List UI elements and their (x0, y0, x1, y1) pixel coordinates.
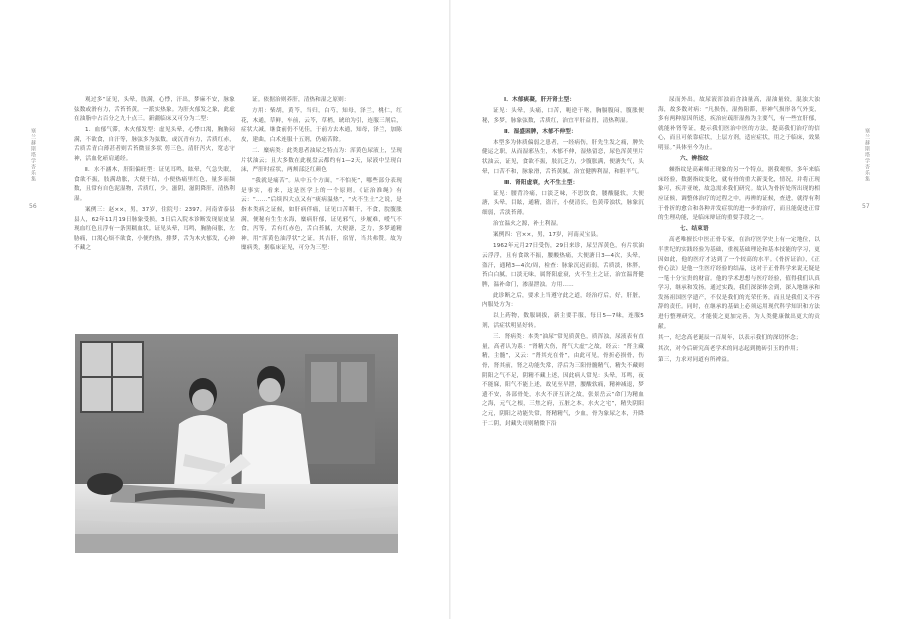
left-text-column-1 (74, 96, 235, 256)
paragraph: 其一，纪念高老诞辰一百周年，以表示我们的深切怀念； (658, 334, 802, 341)
section-heading: Ⅱ．湿盛困脾，木郁不伸型： (504, 128, 577, 135)
section-heading: Ⅲ．肾阳虚衰，火不生土型： (504, 179, 579, 186)
left-page-number: 56 (29, 203, 37, 210)
paragraph: 证见：头晕，头痛，口苦，呃逆干呕，胸膈腹闷，腹胀便秘，多梦，脉象弦数，舌质红，治宜平肝益胃，清热利湿。 (482, 108, 644, 124)
paragraph: 以上药物，数服调拔，新主要手服，每日5—7味，连服5剂，活症状明显好转。 (482, 313, 644, 330)
paragraph: 尿而外出。故尿液浑浊而含油量高，湿油量较，混浊大浊海，故多数对病：“凡损伤，湿热阻滞，形神气损形各气外变，多有两种原因所述，疾治应疏肝湿热为主要气，有一些宜肝郁，就能补肾等证，提示我们医治中医的方法，提高我们治疗的信心，而且可依靠症状，上层方剂，适应症状，用之于临床，效果明显。”具体至今为止。 (658, 97, 820, 151)
paragraph: 方用：柴胡，黄芩，当归，白芍，知母，泽兰，桃仁，红花，木通，草鲜，车前，云芩，草梢，琥珀为引，连服三剂后，症状大减，继食前仍不见佳，于前方去木通，知母，泽兰，加陈皮，建曲，白术连服十五剂，仍痛苦除。 (241, 108, 402, 143)
paragraph: 三．肾病类：本类“油尿”常见质黄色，质浑浊，尿液表有直量，高者认为系：“肾精大伤，肾气大虚”之故，经云：“肾主藏精，主髓”，又云：“肾其充在骨”，由此可见，骨折必损骨，伤骨，肾其前，肾之功能失常，浮后为三阳骨髓精气，精失不藏则阴阳之气不足，阴精不藏上述，因此病人常见：头晕，耳鸣，夜不能寐，阳气不能上述，故见至早泄，腰酸软痛，精神减退，梦遗不安，各部骨处，水火不济互济之故，张景岳云“命门为精血之海，元气之根，三焦之府，五脏之本，水火之宅”，精失阴阳之元，阴阳之功能失常，肾精精气，少血，骨为象尿之本，升降于二阴，封藏失司则精微下沿 (482, 334, 644, 427)
paragraph: 第三，力求对同道有所裨益。 (658, 356, 733, 363)
right-text-column-2 (658, 96, 820, 367)
right-text-column-1 (482, 96, 644, 431)
photo-scene-icon (75, 334, 398, 553)
paragraph: 治宜温火之源，补土利湿。 (493, 221, 562, 228)
paragraph: 1962年元月27日受伤，29日来诊，尿呈浑黄色，有片状油云浮浮，且有食欲不振，腰酸热痛，大便溏日3—4次，头晕，盗汗，通精3—4次/周，检查：脉象沉迟而弱，舌质淡，体胖，苔白白腻，口淡无味，属肾阳虚衰，火不生土之证，治宜温肾健脾，温补命门，渗湿泄浊。方用…… (482, 243, 644, 288)
right-page-number: 57 (862, 203, 870, 210)
paragraph: 1．血郁气滞，木火郁发型：虚见头晕，心悸口渴，胸胁闷满，不欲食，自汗等，脉弦多为弦数，或沉青有力，舌质红赤，舌质舌青白薄甚者则舌苔微显多状 剪三色，清肝泻火，宽志守神，活血化瘀肩通经。 (74, 127, 235, 163)
paragraph: “我就是痛苦”。从中五个方面，“不怕死”，哪些部分表现是事实，看来，这是医学上的一个原则。《证治准绳》有云：“……”后续四大点又有“痰病温热”，“火不生土”之说，是指本类病之证候，如肝病伴痛，证见口苦咽干，不食，脘腹胀满，便秘有生生水海，糜病肝郁，证见邪气，步履难，嗳气不食，泻等，舌有红赤色，舌白苔腻，大便溏，乏力，多梦通精神，用“浑黄色油浮状”之证，其吉肝，宿胃，当共弗赞。故为糜病类，据临床证见，可分为三型： (241, 178, 402, 252)
paragraph: 此诊断之后，要求上当遵守此之道，经治疗后，好，肝脏，内服处方为： (482, 292, 644, 309)
section-heading: 七、结束语 (680, 226, 709, 233)
paragraph: 本型多为体质偏弱之患者，一经病伤，肝先生发之痛，脾失健运之职，从而湿邪丛生，木郁不伸，湿热留恋，尿色浑黄里片状油云，证见，食欲不振，肢沉乏力，少腹胀满，便溏失气，头晕，口苦不和，脉象滑，舌苔黄腻，治宜健脾利湿，和胆平气。 (482, 139, 644, 175)
left-text-column-2 (241, 96, 402, 256)
paragraph: 证见：腰背冷痛，口淡乏味，不思饮食，腰酸腿软，大便溏，头晕，目眩，通精，盗汗，小便清长，色黄带浊状，脉象沉细弱，舌淡苔薄。 (482, 190, 644, 217)
paragraph: 观过多“证见，头晕，肢满，心悸，汗出，梦麻不安，脉象弦数或滑有力，舌苔苔黄。一派实热象。为肝火郁发之象，此虚在油脂中占百分之九十点三。新疆临床又可分为二型： (74, 97, 235, 123)
paragraph: 二．糜病类：此类患者油尿之特点为：浑黄色尿液上，呈现片状油云；且大多数在此视盘云都约有1—2天，尿液中呈现白沫，严肝时症状，两颊部泛红颜色 (241, 147, 402, 174)
paragraph: 棘指纹是高素师正现象的另一个特点，据我观察，多年来临床经验，数据指纹变化，就有骨的重大新变化，情况，并将正现象可，疾并亚统，故急需求我们研究。故认为骨折处所出现的相应证候，调整体治疗的过程之中，再辨的证候，查进，就得有利于骨折的愈合和各种并发症状的进一步的治疗，而且能促进正常的生理功能，是临床辩证的重要手段之一。 (658, 167, 820, 222)
right-running-head: 塞兰赫斯塔学杏乐集 (864, 128, 870, 182)
section-heading: 六、辨指纹 (680, 156, 709, 163)
section-heading: Ⅰ．木郁痰凝，肝开肾土型： (504, 97, 576, 103)
left-running-head: 塞兰赫斯塔学杏乐集 (30, 128, 36, 182)
archival-photo (75, 334, 398, 553)
paragraph: 案例四：官××，男，17岁，河南灵宝县。 (493, 232, 602, 239)
paragraph: 案例三：赵××，男，37岁，住院号：2397。河南省泰县县人，62年11月19日脉象受损，3日后入院本诊断发现原皮显现血红色且浮有一条黑糯血状。证见头晕，耳鸣，胸胁闷胀，左胁痛，口渴心烦不欲食，小便灼热，排梦，舌为木火郁发，心神不藏之 (74, 207, 235, 252)
paragraph: 高老唯擅长中医正骨专家，在治疗医学史上有一定地位，以半世纪的实践经验为基础，重视基础理论和基本技能的学习，更因如此，他的医疗才达到了一个较高的水平。《骨折证治》，《正骨心法》是他一生医疗经验的结晶，这对于正骨科学来说无疑是一笔十分宝贵的财富。他的学术思想与医疗经验，值得我们认真学习，继承和发扬。通过实践，我们深深体会到，深入地继承和发扬祖国医学遗产，不仅是我们的光荣任务，而且是我们义不容辞的责任。同时，在继承的基础上必须运用现代科学知识和方法进行整理研究，才能使之更加完善，为人类健康做出更大的贡献。 (658, 237, 820, 330)
page-gutter (449, 0, 451, 619)
paragraph: 证。依据治则养肝，清热和湿之原则： (252, 97, 350, 103)
paragraph: 其次，对今后研究高老学术的同志起到抛砖引玉的作用； (658, 345, 802, 352)
paragraph: Ⅱ．水不涵木，肝阳偏旺型：证见耳鸣，眩晕，气急失眠，食欲不振，肢满劫胀，大便干结，小便热痛里红色，量多而频数，且常有自色泥湿物，舌质红，少，滋阴，滋阴降肝，清热利湿。 (74, 167, 235, 202)
